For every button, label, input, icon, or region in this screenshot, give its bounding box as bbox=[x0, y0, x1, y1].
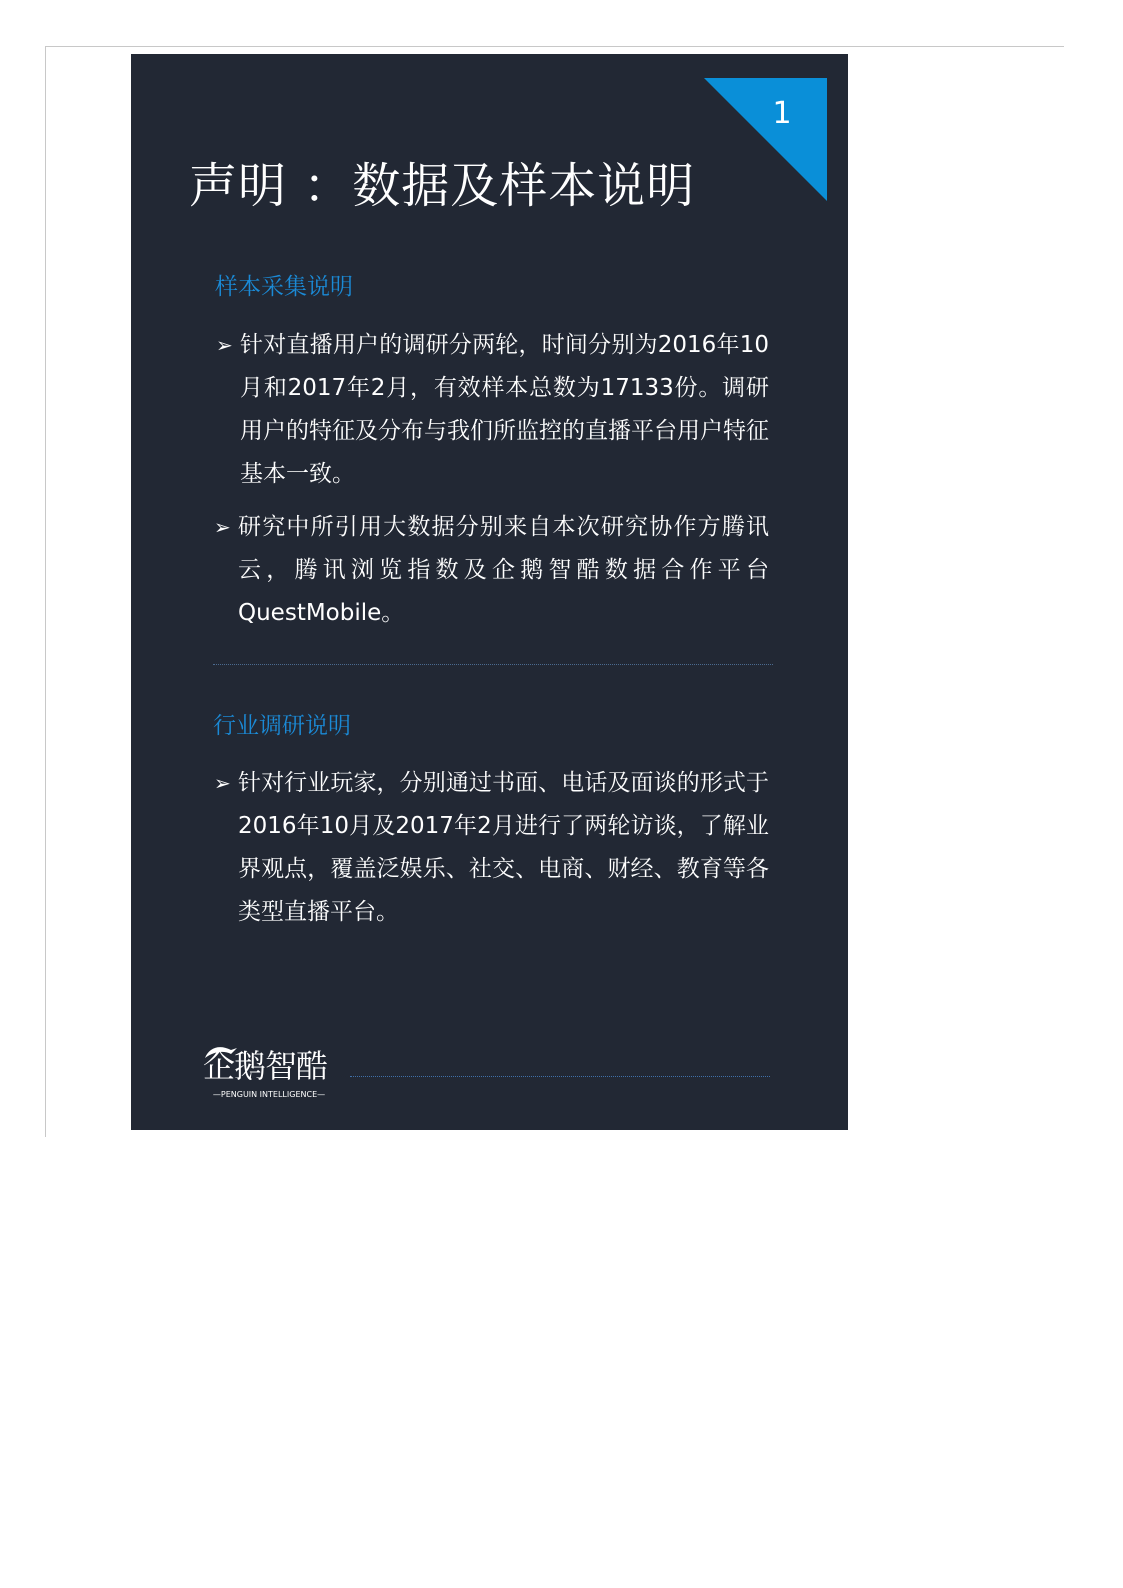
bullet-item bbox=[214, 762, 769, 934]
arrow-right-icon: ➢ bbox=[214, 771, 231, 795]
company-logo bbox=[201, 1044, 341, 1104]
page-frame-top-border bbox=[45, 46, 1064, 47]
arrow-right-icon: ➢ bbox=[216, 333, 233, 357]
bullet-text: 研究中所引用大数据分别来自本次研究协作方腾讯云，腾讯浏览指数及企鹅智酷数据合作平台QuestMobile。 bbox=[238, 514, 769, 626]
bullet-text: 针对直播用户的调研分两轮，时间分别为2016年10月和2017年2月，有效样本总数为17133份。调研用户的特征及分布与我们所监控的直播平台用户特征基本一致。 bbox=[240, 332, 769, 487]
document-page bbox=[131, 54, 848, 1130]
corner-triangle bbox=[704, 78, 827, 201]
bullet-text: 针对行业玩家，分别通过书面、电话及面谈的形式于2016年10月及2017年2月进行了两轮访谈，了解业界观点，覆盖泛娱乐、社交、电商、财经、教育等各类型直播平台。 bbox=[238, 770, 769, 925]
section-divider bbox=[213, 664, 773, 665]
logo-text-cn: 企鹅智酷 bbox=[203, 1047, 328, 1085]
section-title-industry: 行业调研说明 bbox=[213, 713, 351, 739]
bullet-item bbox=[216, 324, 769, 496]
page-title: 声明 ：数据及样本说明 bbox=[189, 158, 696, 214]
page-frame-left-border bbox=[45, 46, 46, 1137]
page-number: 1 bbox=[772, 96, 792, 131]
logo-text-en: —PENGUIN INTELLIGENCE— bbox=[212, 1090, 326, 1099]
section-title-sample: 样本采集说明 bbox=[215, 274, 353, 300]
footer-divider bbox=[350, 1076, 770, 1077]
bullet-item bbox=[214, 506, 769, 635]
arrow-right-icon: ➢ bbox=[214, 515, 231, 539]
